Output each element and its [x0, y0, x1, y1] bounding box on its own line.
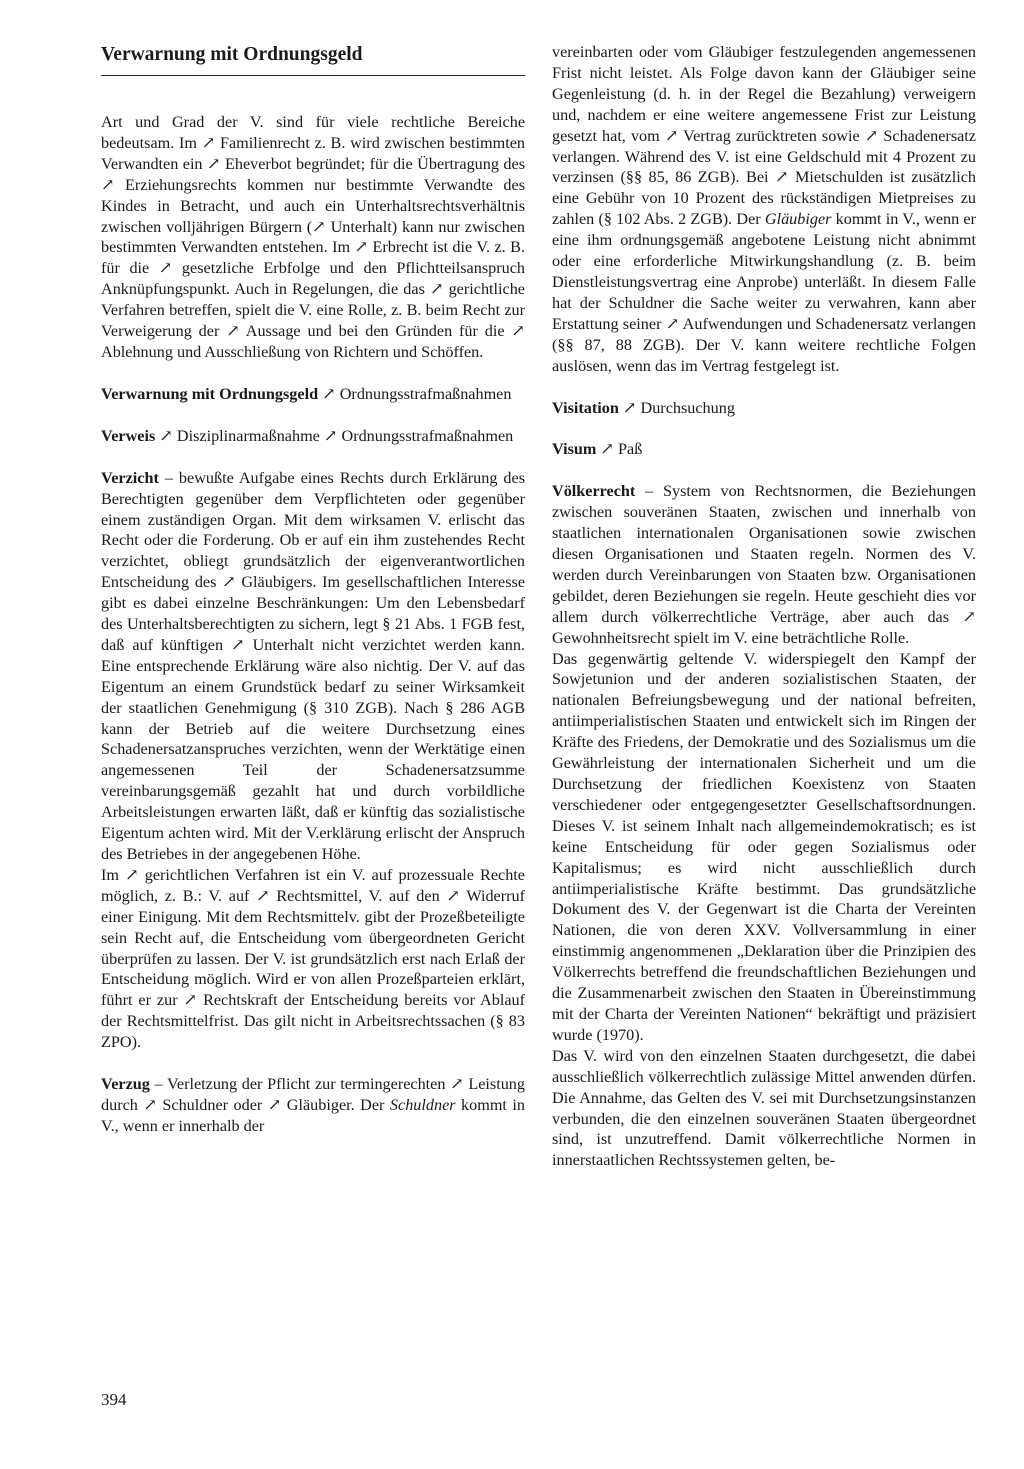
right-column — [552, 42, 976, 1171]
entry-term: Verwarnung mit Ordnungsgeld — [101, 384, 319, 403]
entry-text: kommt in V., wenn er innerhalb der — [101, 1095, 525, 1135]
entry-italic-term: Gläubiger — [764, 210, 832, 229]
entry-text: ↗ Ordnungsstrafmaßnahmen — [318, 384, 512, 403]
entry-text: kommt in V., wenn er eine ihm ordnungsgemäß angebotene Leistung nicht abnimmt oder eine erforderliche Mitwirkungshandlung (z. B. beim Dienstleistungsvertrag eine Anprobe) unterläßt. In diesem Falle hat der Schuldner die Sache weiter zu verwahren, kann aber Erstattung seiner ↗ Aufwendungen und Schadenersatz verlangen (§§ 87, 88 ZGB). Der V. kann weitere rechtliche Folgen auslösen, wenn das im Vertrag festgelegt ist. — [552, 210, 976, 375]
entry-term: Visitation — [552, 398, 619, 417]
entry-verwarnung — [101, 384, 525, 405]
entry-visum — [552, 439, 976, 460]
left-column — [101, 112, 525, 1137]
entry-text: ↗ Durchsuchung — [618, 398, 735, 417]
running-head: Verwarnung mit Ordnungsgeld — [101, 44, 363, 65]
entry-term: Verzicht — [101, 468, 159, 487]
entry-text: – System von Rechtsnormen, die Beziehungen zwischen souveränen Staaten, zwischen und innerhalb von staatlichen internationalen Organisationen sowie zwischen diesen Organisationen und Staaten regeln. Normen des V. werden durch Vereinbarungen von Staaten bzw. Organisationen gebildet, deren Beziehungen sie regeln. Heute geschieht dies vor allem durch völkerrechtliche Verträge, aber auch das ↗ Gewohnheitsrecht spielt im V. eine beträchtliche Rolle. — [552, 482, 976, 647]
entry-italic-term: Schuldner — [389, 1095, 456, 1114]
entry-text: – bewußte Aufgabe eines Rechts durch Erklärung des Berechtigten gegenüber dem Verpflichteten oder gegenüber einem zuständigen Organ. Mit dem wirksamen V. erlischt das Recht oder die Forderung. Ob er auf ein ihm zustehendes Recht verzichtet, obliegt grundsätzlich der eigenverantwortlichen Entscheidung des ↗ Gläubigers. Im gesellschaftlichen Interesse gibt es dabei einzelne Beschränkungen: Um den Lebensbedarf des Unterhaltsberechtigten zu sichern, legt § 21 Abs. 1 FGB fest, daß auf künftigen ↗ Unterhalt nicht verzichtet werden kann. Eine entsprechende Erklärung wäre also nichtig. Der V. auf das Eigentum an einem Grundstück bedarf zu seiner Wirksamkeit der staatlichen Genehmigung (§ 310 ZGB). Nach § 286 AGB kann der Betrieb auf die weitere Durchsetzung eines Schadenersatzanspruches verzichten, wenn der Werktätige einen angemessenen Teil der Schadenersatzsumme vereinbarungsgemäß gezahlt hat und durch vorbildliche Arbeitsleistungen erwarten läßt, daß er künftig das sozialistische Eigentum achten wird. Mit der V.erklärung erlischt der Anspruch des Betriebes in der angegebenen Höhe. — [101, 468, 525, 863]
entry-voelkerrecht — [552, 481, 976, 648]
header-rule — [101, 75, 525, 76]
paragraph-verwandtschaft: Art und Grad der V. sind für viele rechtliche Bereiche bedeutsam. Im ↗ Familienrecht z. B. wird zwischen bestimmten Verwandten ein ↗ Eheverbot begründet; für die Übertragung des ↗ Erziehungsrechts kommen nur bestimmte Verwandte des Kindes in Betracht, und auch ein Unterhaltsrechtsverhältnis zwischen volljährigen Bürgern (↗ Unterhalt) kann nur zwischen bestimmten Verwandten entstehen. Im ↗ Erbrecht ist die V. z. B. für die ↗ gesetzliche Erbfolge und den Pflichtteilsanspruch Anknüpfungspunkt. Auch in Regelungen, die das ↗ gerichtliche Verfahren betreffen, spielt die V. eine Rolle, z. B. beim Recht zur Verweigerung der ↗ Aussage und bei den Gründen für die ↗ Ablehnung und Ausschließung von Richtern und Schöffen. — [101, 113, 525, 361]
page-number: 394 — [101, 1390, 127, 1409]
entry-term: Verweis — [101, 426, 156, 445]
entry-term: Visum — [552, 440, 597, 459]
entry-verzicht-continued: Im ↗ gerichtlichen Verfahren ist ein V. auf prozessuale Rechte möglich, z. B.: V. auf ↗ Rechtsmittel, V. auf den ↗ Widerruf einer Einigung. Mit dem Rechtsmittelv. gibt der Prozeßbeteiligte sein Recht auf, die Entscheidung vom übergeordneten Gericht überprüfen zu lassen. Der V. ist grundsätzlich erst nach Erlaß der Entscheidung möglich. Wird er von allen Prozeßparteien erklärt, führt er zur ↗ Rechtskraft der Entscheidung bereits vor Ablauf der Rechtsmittelfrist. Das gilt nicht in Arbeitsrechtssachen (§ 83 ZPO). — [101, 865, 525, 1052]
entry-voelkerrecht-continued: Das gegenwärtig geltende V. widerspiegelt den Kampf der Sowjetunion und der anderen sozialistischen Staaten, der nationalen Befreiungsbewegung und der national befreiten, antiimperialistischen Staaten und entwickelt sich im Ringen der Kräfte des Friedens, der Demokratie und des Sozialismus um die Gewährleistung der internationalen Sicherheit und um die Durchsetzung der friedlichen Koexistenz von Staaten verschiedener oder entgegengesetzter Gesellschaftsordnungen. Dieses V. ist seinem Inhalt nach allgemeindemokratisch; es ist keine Entscheidung für oder gegen Sozialismus oder Kapitalismus; es wird nicht ausschließlich durch antiimperialistische Kräfte bestimmt. Das grundsätzliche Dokument des V. der Gegenwart ist die Charta der Vereinten Nationen, die von deren XXV. Vollversammlung in einer einstimmig angenommenen „Deklaration über die Prinzipien des Völkerrechts betreffend die freundschaftlichen Beziehungen und die Zusammenarbeit zwischen den Staaten in Übereinstimmung mit der Charta der Vereinten Nationen“ bekräftigt und präzisiert wurde (1970). — [552, 649, 976, 1044]
entry-text: ↗ Disziplinarmaßnahme ↗ Ordnungsstrafmaßnahmen — [155, 426, 514, 445]
entry-text: ↗ Paß — [596, 440, 643, 459]
entry-verzug-continued — [552, 42, 976, 377]
entry-voelkerrecht-continued: Das V. wird von den einzelnen Staaten durchgesetzt, die dabei ausschließlich völkerrechtlich zulässige Mittel anwenden dürfen. Die Annahme, das Gelten des V. sei mit Durchsetzungsinstanzen verbunden, die den einzelnen souveränen Staaten übergeordnet sind, ist unzutreffend. Damit völkerrechtliche Normen in innerstaatlichen Rechtssystemen gelten, be- — [552, 1046, 976, 1170]
entry-term: Völkerrecht — [552, 482, 636, 501]
entry-verzicht — [101, 468, 525, 865]
entry-text: – Verletzung der Pflicht zur termingerechten ↗ Leistung durch ↗ Schuldner oder ↗ Gläubiger. Der — [101, 1075, 525, 1114]
entry-verzug — [101, 1074, 525, 1137]
entry-text: vereinbarten oder vom Gläubiger festzulegenden angemessenen Frist nicht leistet. Als Folge davon kann der Gläubiger seine Gegenleistung (d. h. in der Regel die Bezahlung) verweigern und, nachdem er eine weitere angemessene Frist zur Leistung gesetzt hat, vom ↗ Vertrag zurücktreten sowie ↗ Schadenersatz verlangen. Während des V. ist eine Geldschuld mit 4 Prozent zu verzinsen (§§ 85, 86 ZGB). Bei ↗ Mietschulden ist zusätzlich eine Gebühr von 10 Prozent des rückständigen Mietpreises zu zahlen (§ 102 Abs. 2 ZGB). Der — [552, 43, 976, 229]
entry-visitation — [552, 398, 976, 419]
entry-term: Verzug — [101, 1075, 150, 1094]
entry-verweis — [101, 426, 525, 447]
